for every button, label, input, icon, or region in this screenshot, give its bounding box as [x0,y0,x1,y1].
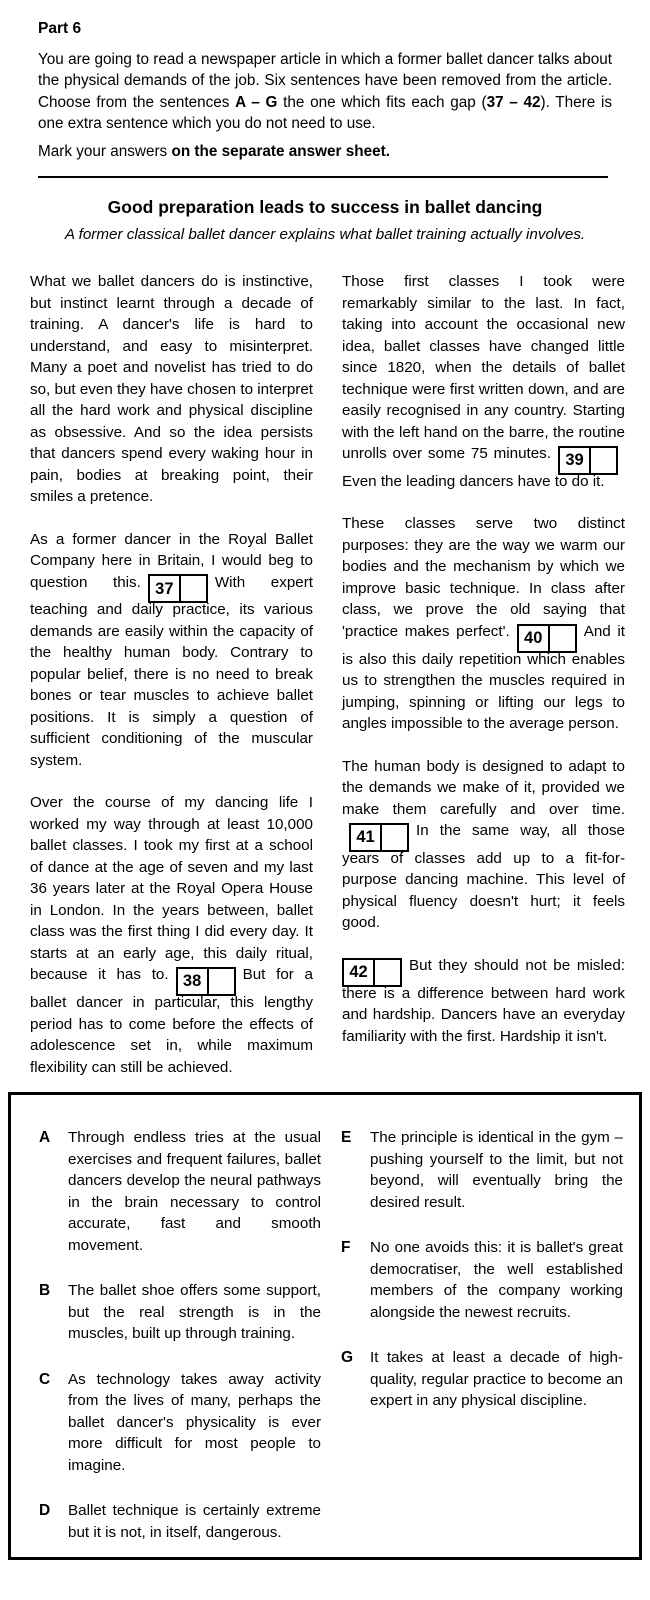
paragraph-7-post: But they should not be misled: there is a difference between hard work and hardship. Dancers have an everyday familiarity with the first. Hardship it isn't. [342,956,625,1045]
option-a [39,1127,321,1256]
option-g-letter: G [341,1349,354,1366]
column-left [30,271,313,1099]
gap-number-39: 39 [560,448,591,473]
gap-blank-40 [550,626,575,651]
gap-box-40 [517,624,577,653]
gap-box-42 [342,958,402,987]
option-c-letter: C [39,1370,51,1388]
options-columns [11,1095,639,1567]
option-b-letter: B [39,1282,51,1299]
option-e-letter: E [341,1129,352,1146]
option-c [39,1369,321,1477]
option-d [39,1500,321,1543]
paragraph-3-post: But for a ballet dancer in particular, this lengthy period has to come before the effects of adolescence set in, while maximum flexibility can still be achieved. [30,966,314,1076]
separator-line [38,176,608,178]
option-d-text: Ballet technique is certainly extreme but it is not, in itself, dangerous. [68,1502,321,1541]
gap-number-40: 40 [519,626,550,651]
gap-blank-42 [375,960,400,985]
paragraph-5-post: And it is also this daily repetition which enables us to strengthen the muscles required in jumping, spinning or lifting our legs to angles impossible to the average person. [342,622,625,732]
gap-blank-38 [209,969,234,994]
option-e-text: The principle is identical in the gym – pushing yourself to the limit, but not beyond, will eventually bring the desired result. [370,1129,623,1211]
header [38,20,612,178]
paragraph-5-pre: These classes serve two distinct purposes: they are the way we warm our bodies and the mechanism by which we improve basic technique. In class after class, we prove the old saying that 'practice makes perfect'. [342,515,625,640]
paragraph-7 [342,955,625,1047]
mark-answers-bold: on the separate answer sheet. [171,143,390,161]
article-subtitle: A former classical ballet dancer explains what ballet training actually involves. [64,226,586,243]
paragraph-6-pre: The human body is designed to adapt to the demands we make of it, provided we make them carefully and over time. [342,757,625,818]
gap-box-41 [349,823,409,852]
option-f-text: No one avoids this: it is ballet's great democratiser, the well established members of the company working alongside the newest recruits. [370,1239,623,1321]
paragraph-2-post: With expert teaching and daily practice, its various demands are easily within the capacity of the healthy human body. Contrary to popular belief, there is no need to break bones or tear muscles to achieve ballet positions. It is simply a question of sufficient conditioning of the muscular system. [30,573,313,769]
gap-box-39 [558,446,618,475]
gap-number-42: 42 [344,960,375,985]
paragraph-3-pre: Over the course of my dancing life I worked my way through at least 10,000 ballet classes. I took my first at a school of dance at the age of seven and my last 36 years later at the Royal Opera House in London. In the years between, ballet class was the first thing I did every day. It starts at an early age, this daily ritual, because it has to. [30,794,313,984]
option-d-letter: D [39,1502,51,1519]
options-column-left [39,1127,321,1567]
paragraph-1-text: What we ballet dancers do is instinctive, but instinct learnt through a decade of training. A dancer's life is hard to understand, and easy to misinterpret. Many a poet and novelist has tried to do so, but even they have chosen to interpret all the hard work and physical discipline as obsessive. And so the idea persists that dancers spend every waking hour in pain, bodies at breaking point, their smiles a pretence. [30,273,313,505]
option-g-text: It takes at least a decade of high-quality, regular practice to become an expert in any physical discipline. [370,1349,623,1409]
gap-box-38 [176,967,236,996]
paragraph-4-pre: Those first classes I took were remarkably similar to the last. In fact, taking into account the occasional new idea, ballet classes have changed little since 1820, when the details of ballet technique were first written down, and are easily recognised in any country. Starting with the left hand on the barre, the routine unrolls over some 75 minutes. [342,273,625,462]
paragraph-4 [342,271,625,492]
mark-answers-line [38,141,612,162]
paragraph-6 [342,756,625,934]
paragraph-2 [30,529,313,772]
instructions-bold-range: A – G [235,93,278,111]
gap-blank-37 [181,576,206,601]
paragraph-6-post: In the same way, all those years of classes add up to a fit-for-purpose dancing machine. This level of physical fluency doesn't hurt; it feels good. [342,822,625,932]
instructions-text-2: the one which fits each gap ( [277,93,487,111]
gap-number-41: 41 [351,825,382,850]
options-column-right [341,1127,623,1567]
gap-blank-39 [591,448,616,473]
article-columns [30,271,625,1099]
paragraph-2-pre: As a former dancer in the Royal Ballet Company here in Britain, I would beg to question this. [30,530,313,591]
article-title: Good preparation leads to success in ballet dancing [107,197,543,217]
instructions-text-3: ). There is one extra sentence which you do not need to use. [38,93,612,132]
gap-number-38: 38 [178,969,209,994]
instructions [38,49,612,134]
option-a-text: Through endless tries at the usual exercises and frequent failures, ballet dancers develop the neural pathways in the brain necessary to control accurate, fast and smooth movement. [68,1129,321,1254]
mark-answers-text: Mark your answers [38,143,172,161]
option-c-text: As technology takes away activity from the lives of many, perhaps the ballet dancer's physicality is ever more difficult for most people to imagine. [68,1370,321,1474]
instructions-text-1: You are going to read a newspaper article in which a former ballet dancer talks about the physical demands of the job. Six sentences have been removed from the article. Choose from the sentences [38,51,612,111]
option-f-letter: F [341,1239,351,1256]
option-b-text: The ballet shoe offers some support, but the real strength is in the muscles, built up through training. [68,1282,321,1342]
option-g [341,1347,623,1412]
option-f [341,1237,623,1323]
paragraph-1 [30,271,313,508]
paragraph-5 [342,513,625,734]
option-a-letter: A [39,1129,51,1146]
column-right [342,271,625,1099]
option-e [341,1127,623,1213]
part-label: Part 6 [38,20,82,37]
gap-blank-41 [382,825,407,850]
options-box [8,1092,642,1560]
option-b [39,1280,321,1345]
gap-number-37: 37 [150,576,181,601]
instructions-bold-gaps: 37 – 42 [486,93,541,111]
paragraph-3 [30,792,313,1078]
paragraph-4-post: Even the leading dancers have to do it. [342,472,605,490]
gap-box-37 [148,574,208,603]
